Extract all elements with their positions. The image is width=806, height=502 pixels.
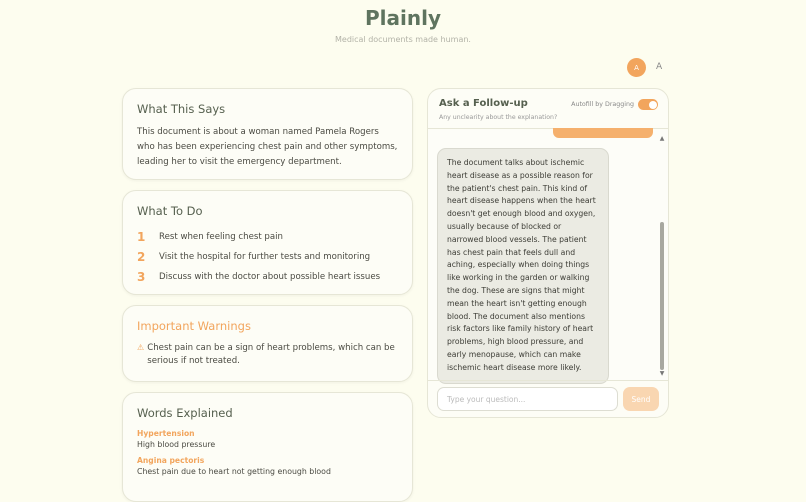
step-number: 3: [137, 270, 146, 284]
autofill-label: Autofill by Dragging: [571, 101, 634, 108]
chat-scrollbar[interactable]: [659, 135, 665, 377]
warning-icon: ⚠: [137, 343, 145, 352]
chat-messages: [428, 130, 668, 380]
step-text: Visit the hospital for further tests and monitoring: [159, 252, 371, 262]
warning-item: [137, 342, 398, 367]
font-size-large-button[interactable]: A: [627, 58, 646, 77]
term-name: Hypertension: [137, 429, 195, 438]
step-number: 1: [137, 230, 146, 244]
autofill-toggle-group: [571, 99, 658, 110]
summary-text: This document is about a woman named Pamela Rogers who has been experiencing chest pain and other symptoms, leading her to visit the emergency department.: [137, 127, 398, 167]
summary-card: [122, 88, 413, 180]
words-title: Words Explained: [137, 406, 233, 420]
user-message-bubble: [553, 128, 653, 138]
scroll-down-icon[interactable]: ▼: [659, 370, 665, 377]
todo-title: What To Do: [137, 204, 203, 218]
chat-input-bar: [428, 380, 668, 418]
panel-title: Ask a Follow-up: [439, 98, 528, 109]
scroll-up-icon[interactable]: ▲: [659, 135, 665, 142]
question-input[interactable]: Type your question...: [437, 387, 618, 411]
app-subtitle: Medical documents made human.: [335, 35, 471, 44]
autofill-toggle[interactable]: [638, 99, 658, 110]
scrollbar-thumb[interactable]: [660, 222, 664, 370]
bot-message-bubble: The document talks about ischemic heart disease as a possible reason for the patient's chest pain. This kind of heart disease happens when the heart doesn't get enough blood and oxygen, usually because of blocked or narrowed blood vessels. The patient has chest pain that feels dull and aching, especially when doing things like working in the garden or walking the dog. These are signs that might mean the heart isn't getting enough blood. The document also mentions risk factors like family history of heart problems, high blood pressure, and early menopause, which can make ischemic heart disease more likely.: [437, 148, 609, 384]
warnings-title: Important Warnings: [137, 319, 251, 333]
term-definition: High blood pressure: [137, 440, 216, 449]
font-size-small-button[interactable]: A: [656, 62, 663, 72]
term-definition: Chest pain due to heart not getting enough blood: [137, 467, 331, 476]
followup-panel: [427, 88, 669, 418]
panel-subtitle: Any unclearity about the explanation?: [439, 114, 558, 121]
term-name: Angina pectoris: [137, 456, 205, 465]
step-number: 2: [137, 250, 146, 264]
summary-title: What This Says: [137, 102, 226, 116]
todo-card: [122, 190, 413, 295]
todo-step: [137, 247, 398, 267]
step-text: Discuss with the doctor about possible heart issues: [159, 272, 381, 282]
send-button[interactable]: Send: [623, 387, 659, 411]
warnings-card: [122, 305, 413, 382]
warning-text: Chest pain can be a sign of heart problems, which can be serious if not treated.: [147, 343, 395, 366]
app-title: Plainly: [365, 6, 441, 30]
todo-step: [137, 267, 398, 287]
todo-step: [137, 227, 398, 247]
words-card: [122, 392, 413, 502]
panel-header: [428, 89, 668, 129]
step-text: Rest when feeling chest pain: [159, 232, 283, 242]
